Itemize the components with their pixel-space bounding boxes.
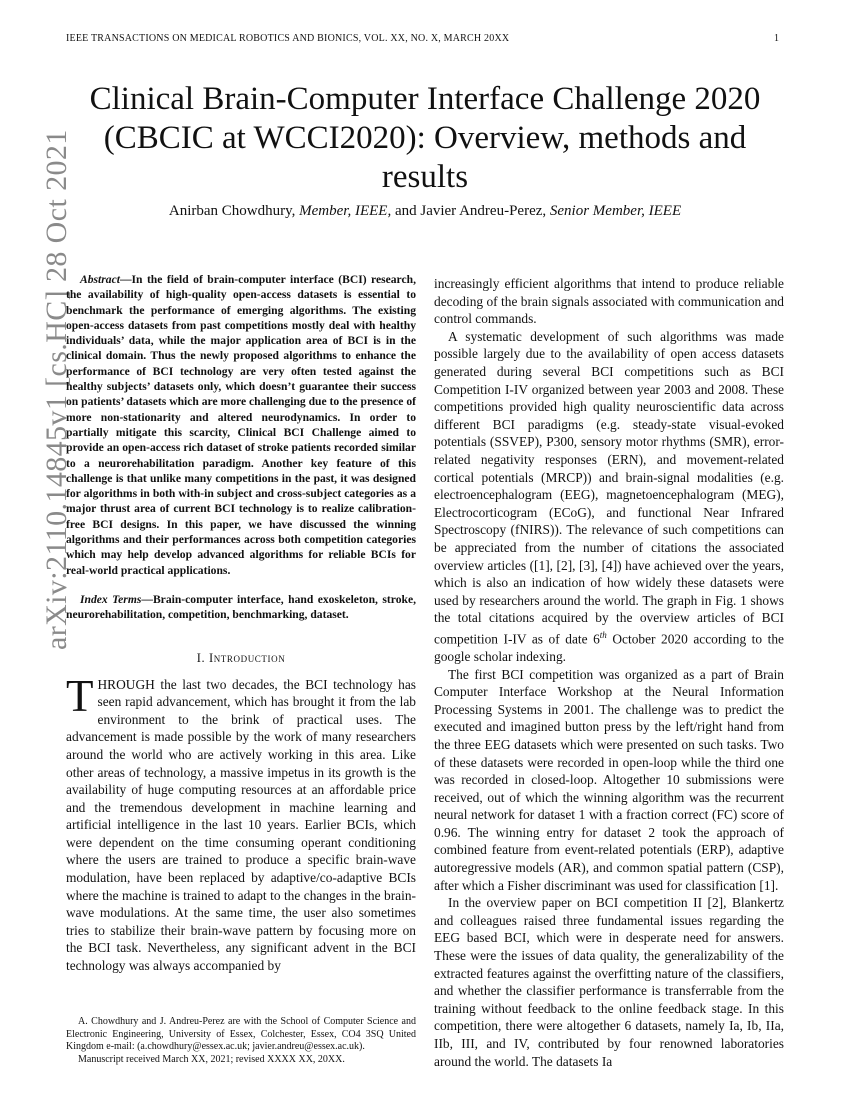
affiliation-note: A. Chowdhury and J. Andreu-Perez are with the School of Computer Science and Electronic Engineering, University of Essex, Colchester, Essex, CO4 3SQ United Kingdom e-mail: (a.chowdhury@essex.ac.uk; javier.andreu@essex.ac.uk). [66, 1016, 416, 1053]
paragraph: increasingly efficient algorithms that intend to produce reliable decoding of the brain signals associated with communication and control commands. [434, 276, 784, 327]
drop-cap: T [66, 670, 94, 721]
paragraph: The first BCI competition was organized as a part of Brain Computer Interface Workshop at the Neural Information Processing Systems in 2001. The challenge was to predict the executed and imagined button press by the left/right hand from the three EEG datasets which were presented on such tasks. Two of these datasets were recorded in open-loop while the third one was recorded in closed-loop. Altogether 10 submissions were received, out of which the winning algorithm was the recurrent neural network for dataset 1 with a fraction correct (FC) score of 0.96. The winning entry for dataset 2 took the approach of combined feature from event-related potentials (ERP), adaptive autoregressive models (AR), and common spatial pattern (CSP), after which a Fisher discriminant was used for classification [1]. [434, 666, 784, 893]
section-numeral: I. [196, 650, 206, 665]
superscript: th [599, 629, 607, 640]
abstract-label: Abstract [80, 273, 120, 286]
section-title: Introduction [208, 650, 286, 665]
paragraph-text: A systematic development of such algorithms was made possible largely due to the availability of open access datasets generated during several BCI competitions such as BCI Competition I-IV organized between year 2003 and 2008. These competitions provided high quality neuroscientific data across different BCI paradigms (e.g. steady-state visual-evoked potentials (SSVEP), P300, sensory motor rhythms (SMR), error-related negativity responses (ERN), and movement-related cortical potentials (MRCP)) and brain-signal modalities (e.g. electroencephalogram (EEG), magnetoencephalogram (MEG), Electrocorticogram (ECoG), and functional Near Infrared Spectroscopy (fNIRS)). The relevance of such competitions can be appreciated from the number of citations the associated overview articles ([1], [2], [3], [4]) have achieved over the years, which is also an indication of how widely these datasets were used by researchers around the world. The graph in Fig. 1 shows the total citations acquired by the overview articles of BCI competition I-IV as of date 6 [434, 328, 784, 647]
left-column [66, 272, 416, 975]
running-head: IEEE TRANSACTIONS ON MEDICAL ROBOTICS AND BIONICS, VOL. XX, NO. X, MARCH 20XX [66, 33, 510, 44]
author-membership: Member, IEEE, [299, 203, 392, 219]
footnote [66, 1016, 416, 1066]
paragraph: In the overview paper on BCI competition II [2], Blankertz and colleagues raised three fundamental issues regarding the EEG based BCI, which were in desperate need for answers. These were the issues of data quality, the generalizability of the extracted features against the overfitting nature of the classifiers, and whether the classifier performance is transferrable from the training without feedback to the online feedback stage. In this competition, there were altogether 6 datasets, namely Ia, Ib, IIa, IIb, III, and IV, contributed by four renowned laboratories around the world. The datasets Ia [434, 895, 784, 1069]
author-name: Anirban Chowdhury, [168, 203, 296, 219]
paragraph-text: the last two decades, the BCI technology has seen rapid advancement, which has brought it from the lab environment to the brink of practical uses. The advancement is made possible by the work of many researchers around the world who are actively working in this area. Like other areas of technology, a massive impetus in its growth is the availability of huge computing resources at an affordable price and the tremendous development in machine learning and artificial intelligence in the last 10 years. Earlier BCIs, which were dependent on the time consuming operant conditioning where the users are trained to produce a specific brain-wave modulation, have been replaced by adaptive/co-adaptive BCIs where the machine is trained to adapt to the changes in the brain-wave modulations. At the same time, the user also sometimes tries to stabilize their brain-wave pattern by focusing more on the BCI task. Nevertheless, any significant advent in the BCI technology was always accompanied by [66, 676, 416, 974]
author-membership: Senior Member, IEEE [549, 203, 682, 219]
introduction-body [66, 670, 416, 975]
index-terms-label: Index Terms [80, 592, 142, 606]
author-name: and Javier Andreu-Perez, [394, 203, 547, 219]
abstract [66, 272, 416, 578]
paper-title: Clinical Brain-Computer Interface Challenge 2020 (CBCIC at WCCI2020): Overview, methods and results [89, 81, 761, 195]
lead-word: HROUGH [97, 676, 155, 692]
index-terms-text: —Brain-computer interface, hand exoskeleton, stroke, neurorehabilitation, competition, benchmarking, dataset. [66, 592, 416, 622]
abstract-text: —In the field of brain-computer interface (BCI) research, the availability of high-quality open-access datasets is essential to benchmark the performance of emerging algorithms. The existing open-access datasets from past competitions mostly deal with healthy individuals’ data, while the major application area of BCI is in the clinical domain. Thus the newly proposed algorithms to enhance the performance of BCI technology are very often tested against the healthy subjects’ datasets only, which doesn’t guarantee their success on patients’ datasets which are more challenging due to the presence of more non-stationarity and altered neurodynamics. In order to partially mitigate this scarcity, Clinical BCI Challenge aimed to provide an open-access rich dataset of stroke patients recorded similar to a neurorehabilitation paradigm. Another key feature of this challenge is that unlike many competitions in the past, it was designed for algorithms in both with-in subject and cross-subject categories as a major thrust area of current BCI technology is to realize calibration-free BCI designs. In this paper, we have discussed the winning algorithms and their performances across both competition categories which may help develop advanced algorithms for reliable BCIs for real-world practical applications. [66, 273, 416, 577]
paragraph [66, 670, 416, 975]
arxiv-identifier: arXiv:2110.14845v1 [cs.HC] 28 Oct 2021 [40, 129, 73, 650]
right-column [434, 275, 784, 1070]
page-number: 1 [774, 33, 779, 44]
manuscript-note: Manuscript received March XX, 2021; revised XXXX XX, 20XX. [78, 1053, 345, 1065]
index-terms [66, 592, 416, 623]
paragraph [434, 328, 784, 666]
section-heading [66, 651, 416, 666]
paragraph-text: October 2020 according to the google scholar indexing. [434, 631, 784, 664]
author-line [60, 203, 790, 220]
